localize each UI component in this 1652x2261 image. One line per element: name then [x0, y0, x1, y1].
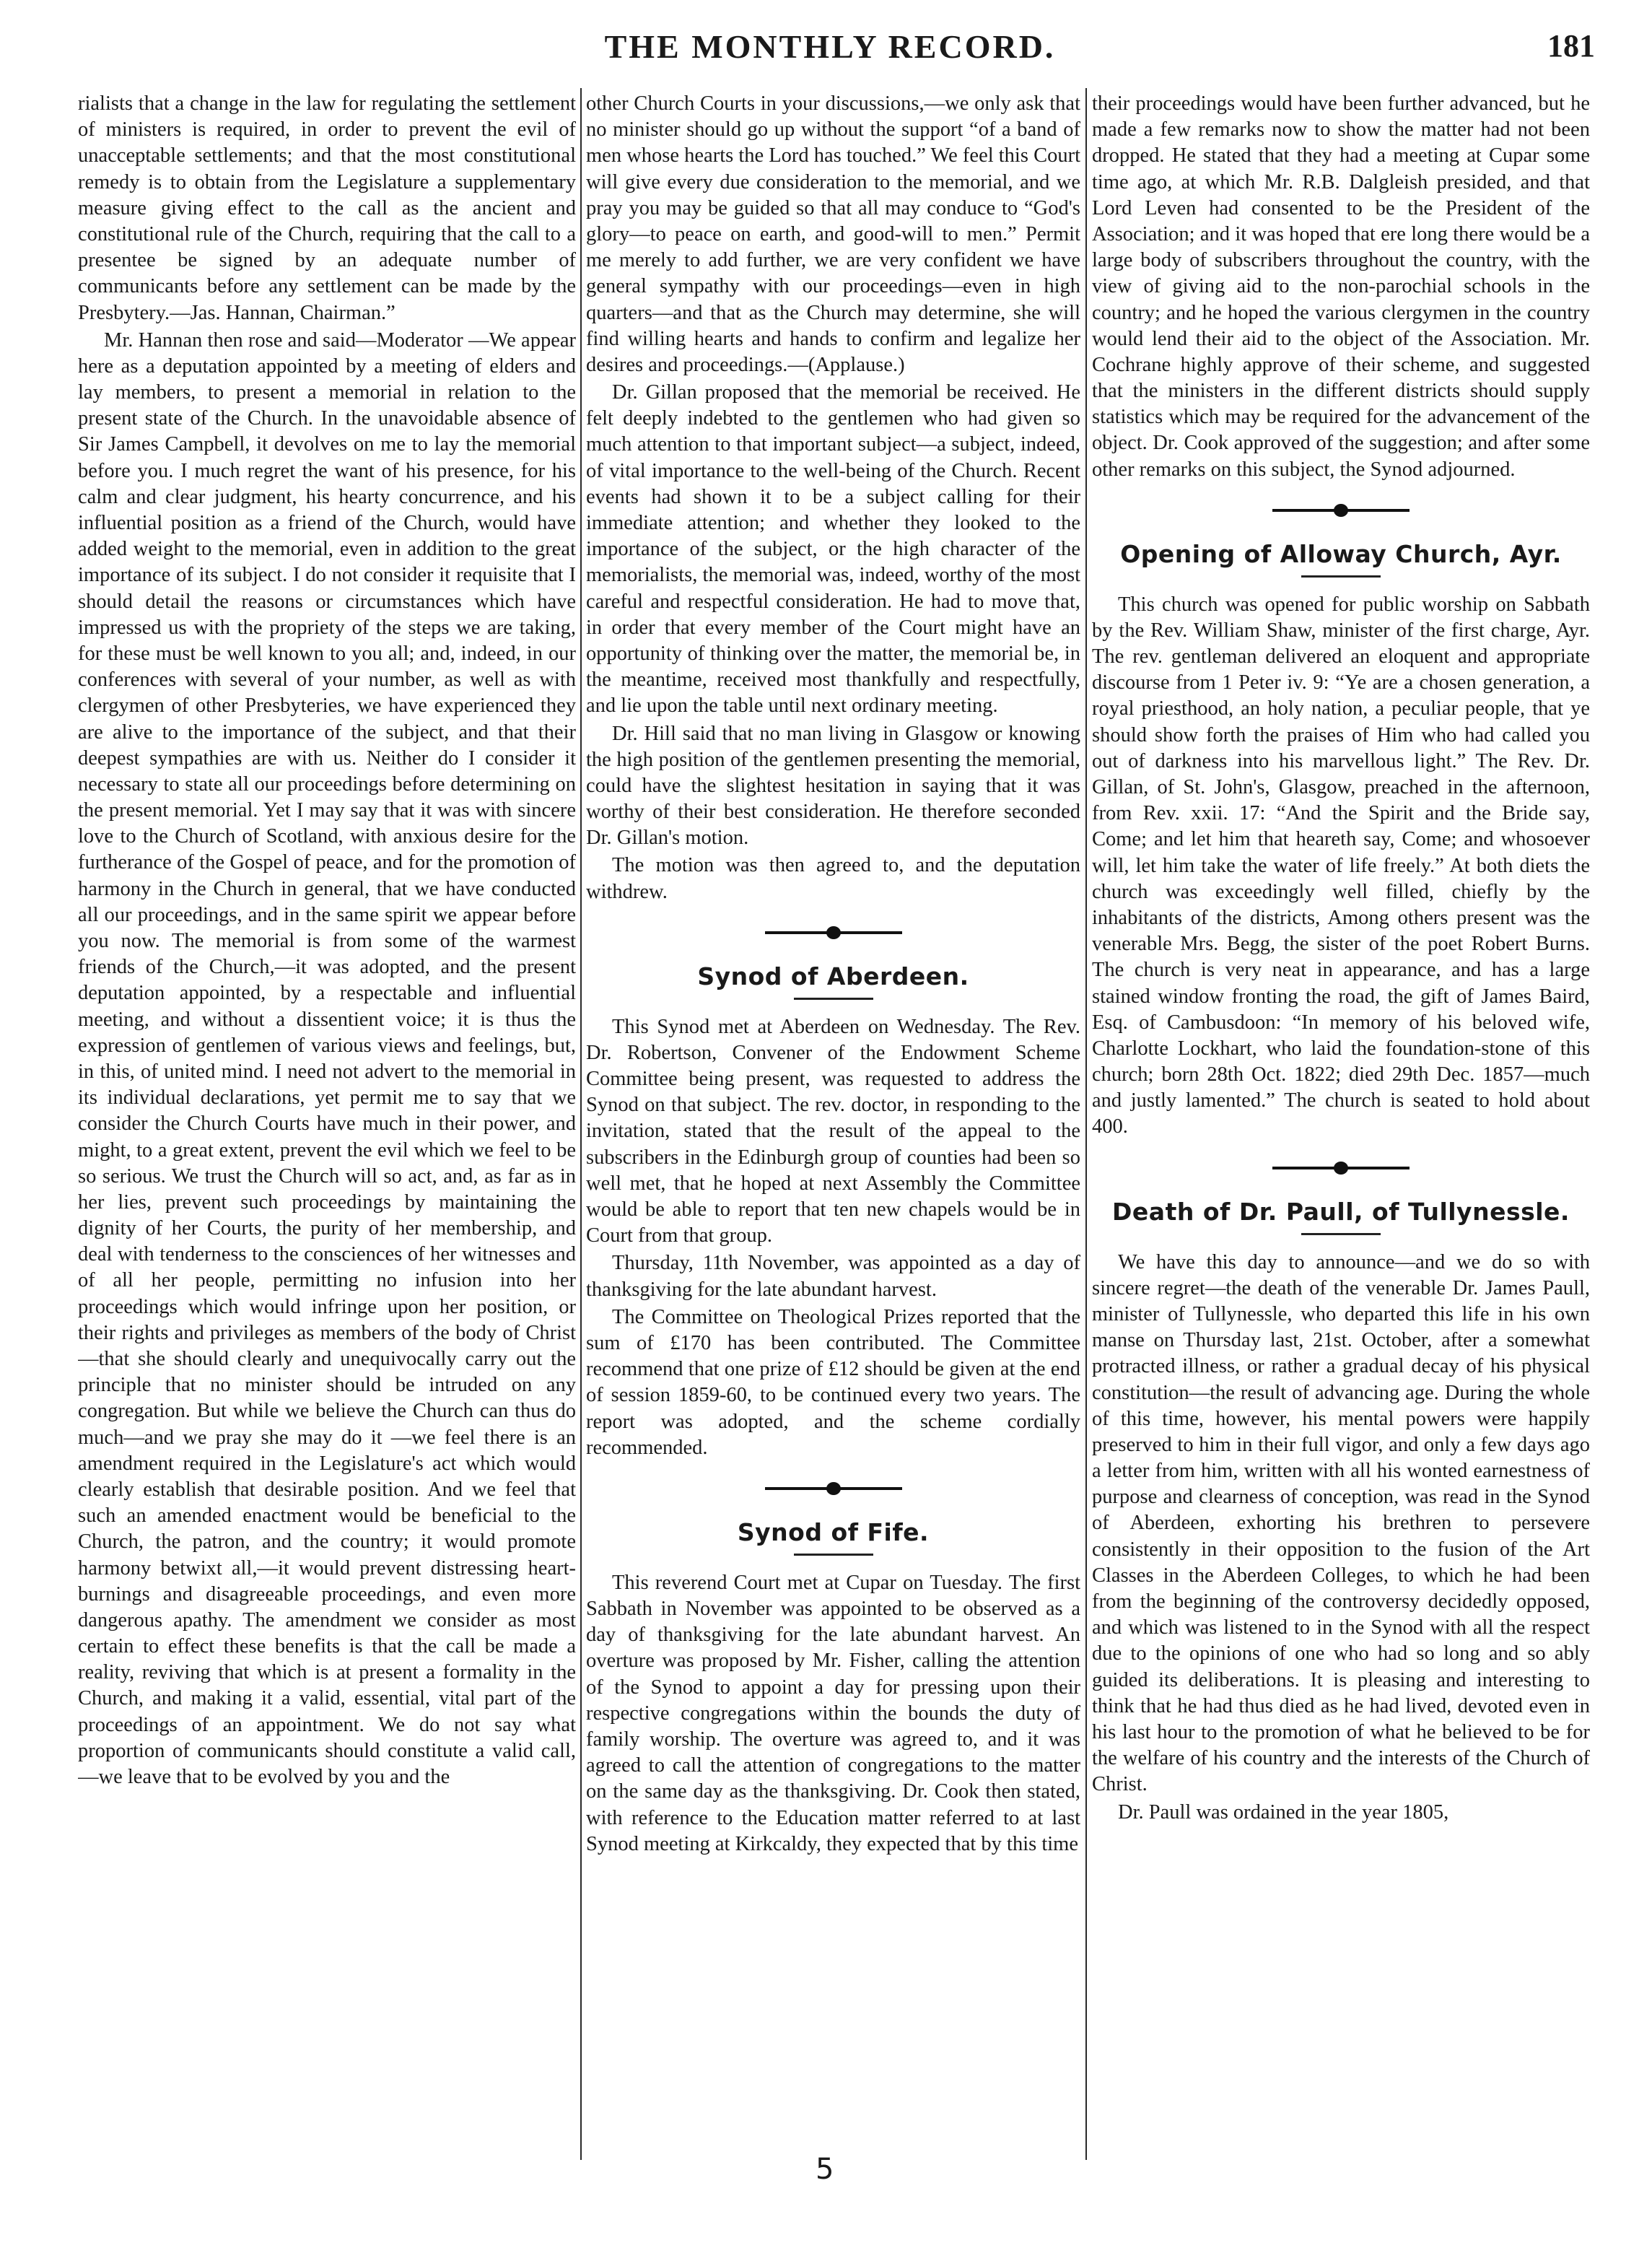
- ornament-divider: [1092, 1152, 1590, 1184]
- paragraph: Dr. Hill said that no man living in Glasgow or knowing the high position of the gentlemen presenting the memorial, could have the slightest hesitation in saying that it was worthy of their best consideration. He therefore seconded Dr. Gillan's motion.: [586, 722, 1080, 850]
- paragraph: This church was opened for public worship on Sabbath by the Rev. William Shaw, minister of the first charge, Ayr. The rev. gentleman delivered an eloquent and appropriate discourse from 1 Peter iv. 9: “Ye are a chosen generation, a royal priesthood, an holy nation, a peculiar people, that ye should show forth the praises of Him who had called you out of darkness into his marvellous light.” The Rev. Dr. Gillan, of St. John's, Glasgow, preached in the afternoon, from Rev. xxii. 17: “And the Spirit and the Bride say, Come; and let him that heareth say, Come; and whosoever will, let him take the water of life freely.” At both diets the church was exceedingly well filled, chiefly by the inhabitants of the districts, Among others present was the venerable Mrs. Begg, the sister of the poet Robert Burns. The church is very neat in appearance, and has a large stained window fronting the road, the gift of James Baird, Esq. of Cambusdoon: “In memory of his beloved wife, Charlotte Lockhart, who laid the foundation-stone of this church; born 28th Oct. 1822; died 29th Dec. 1857—much and justly lamented.” The church is seated to hold about 400.: [1092, 593, 1590, 1138]
- paragraph: We have this day to announce—and we do so with sincere regret—the death of the venerable Dr. James Paull, minister of Tullynessle, who departed this life in his own manse on Thursday last, 21st. October, after a somewhat protracted illness, or rather a gradual decay of his physical constitution—the result of advancing age. During the whole of this time, however, his mental powers were happily preserved to him in their full vigor, and only a few days ago a letter from him, written with all his wonted earnestness of purpose and clearness of conception, was read in the Synod of Aberdeen, exhorting his brethren to persevere consistently in their opposition to the fusion of the Art Classes in the Aberdeen Colleges, to which he had been from the beginning of the controversy decidedly opposed, and which was listened to in the Synod with all the respect due to the opinions of one who had so long and so ably guided its deliberations. It is pleasing and interesting to think that he had thus died as he had lived, devoted even in his last hour to the promotion of what he believed to be for the welfare of his country and the interests of the Church of Christ.: [1092, 1250, 1590, 1796]
- ornament-divider: [586, 1473, 1080, 1504]
- paragraph: The Committee on Theological Prizes reported that the sum of £170 has been contributed. The Committee recommend that one prize of £12 should be given at the end of session 1859-60, to be continued every two years. The report was adopted, and the scheme cordially recommended.: [586, 1305, 1080, 1459]
- ornament-divider: [1092, 495, 1590, 526]
- paragraph: Thursday, 11th November, was appointed as a day of thanksgiving for the late abundant harvest.: [586, 1252, 1080, 1301]
- section-heading: Synod of Aberdeen.: [697, 962, 969, 990]
- signature-mark: 5: [816, 2153, 834, 2186]
- paragraph: rialists that a change in the law for regulating the settlement of ministers is required, in order to prevent the evil of unacceptable settlements; and that the most constitutional remedy is to obtain from the Legislature a supplementary measure giving effect to the call as the ancient and constitutional rule of the Church, requiring that the call to a presentee be signed by an adequate number of communicants before any settlement can be made by the Presbytery.—Jas. Hannan, Chairman.”: [78, 92, 576, 324]
- heading-underline: [794, 998, 873, 1000]
- section-heading: Opening of Alloway Church, Ayr.: [1120, 539, 1562, 568]
- paragraph: Dr. Gillan proposed that the memorial be received. He felt deeply indebted to the gentlemen who had given so much attention to that important subject—a subject, indeed, of vital importance to the well-being of the Church. Recent events had shown it to be a subject calling for their immediate attention; and whether they looked to the importance of the subject, or the high character of the memorialists, the memorial was, indeed, worthy of the most careful and respectful consideration. He had to move that, in order that every member of the Court might have an opportunity of thinking over the matter, the memorial be, in the meantime, received most thankfully and respectfully, and lie upon the table until next ordinary meeting.: [586, 381, 1080, 718]
- section-heading: Death of Dr. Paull, of Tullynessle.: [1112, 1197, 1570, 1226]
- column-middle: [586, 91, 1080, 2156]
- paragraph: Dr. Paull was ordained in the year 1805,: [1118, 1800, 1449, 1824]
- paragraph: This reverend Court met at Cupar on Tuesday. The first Sabbath in November was appointed to be observed as a day of thanksgiving for the late abundant harvest. An overture was proposed by Mr. Fisher, calling the attention of the Synod to appoint a day for pressing upon their respective congregations within the bounds the duty of family worship. The overture was agreed to, and it was agreed to call the attention of congregations to the matter on the same day as the thanksgiving. Dr. Cook then stated, with reference to the Education matter referred to at last Synod meeting at Kirkcaldy, they expected that by this time: [586, 1571, 1080, 1855]
- paragraph: The motion was then agreed to, and the deputation withdrew.: [586, 854, 1080, 903]
- paragraph: This Synod met at Aberdeen on Wednesday. The Rev. Dr. Robertson, Convener of the Endowment Scheme Committee being present, was requested to address the Synod on that subject. The rev. doctor, in responding to the invitation, stated that the result of the appeal to the subscribers in the Edinburgh group of counties had been so well met, that he hoped at next Assembly the Committee would be able to report that ten new chapels would be in Court from that group.: [586, 1015, 1080, 1247]
- column-right: [1092, 91, 1590, 2156]
- section-heading: Synod of Fife.: [737, 1517, 930, 1546]
- paragraph: Mr. Hannan then rose and said—Moderator —We appear here as a deputation appointed by a meeting of elders and lay members, to present a memorial in relation to the present state of the Church. In the unavoidable absence of Sir James Campbell, it devolves on me to lay the memorial before you. I much regret the want of his presence, for his calm and clear judgment, his hearty concurrence, and his influential position as a friend of the Church, would have added weight to the memorial, even in addition to the great importance of its subject. I do not consider it requisite that I should detail the reasons or circumstances which have impressed us with the propriety of the steps we are taking, for these must be well known to you all; and, indeed, in our conferences with several of your number, as well as with clergymen of other Presbyteries, we have experienced they are alive to the importance of the subject, and that their deepest sympathies are with us. Neither do I consider it necessary to state all our proceedings before determining on the present memorial. Yet I may say that it was with sincere love to the Church of Scotland, with anxious desire for the furtherance of the Gospel of peace, and for the promotion of harmony in the Church in general, that we have conducted all our proceedings, and in the same spirit we appear before you now. The memorial is from some of the warmest friends of the Church,—it was adopted, and the present deputation appointed, by a respectable and influential meeting, and without a dissentient voice; it is thus the expression of gentlemen of various views and feelings, but, in this, of united mind. I need not advert to the memorial in its individual declarations, yet permit me to say that we consider the Church Courts have much in their power, and might, to a great extent, prevent the evil which we feel to be so serious. We trust the Church will so act, and, as far as in her lies, prevent such proceedings by maintaining the dignity of her Courts, the purity of her membership, and deal with tenderness to the consciences of her witnesses and of all her people, permitting no infusion into her proceedings which would infringe upon her position, or their rights and privileges as members of the body of Christ—that she should clearly and unequivocally carry out the principle that no minister should be intruded on any congregation. But while we believe the Church can thus do much—and we pray she may do it —we feel there is an amendment required in the Legislature's act which would clearly establish that desirable position. And we feel that such an amended enactment would be beneficial to the Church, the patron, and the country; it would promote harmony betwixt all,—it would prevent distressing heart-burnings and disagreeable proceedings, and even more dangerous apathy. The amendment we consider as most certain to effect these benefits is that the call be made a reality, reviving that which is at present a formality in the Church, and making it a valid, essential, vital part of the proceedings of an appointment. We do not say what proportion of communicants should constitute a valid call, —we leave that to be evolved by you and the: [78, 328, 576, 1788]
- page-header: [65, 22, 1595, 72]
- column-divider: [580, 88, 582, 2160]
- column-left: [78, 91, 576, 2156]
- running-title: THE MONTHLY RECORD.: [604, 28, 1056, 65]
- paragraph: other Church Courts in your discussions,—we only ask that no minister should go up without the support “of a band of men whose hearts the Lord has touched.” We feel this Court will give every due consideration to the memorial, and we pray you may be guided so that all may conduce to “God's glory—to peace on earth, and good-will to men.” Permit me merely to add further, we are very confident we have general sympathy with our proceedings—even in high quarters—and that as the Church may determine, she will find willing hearts and hands to confirm and legalize her desires and proceedings.—(Applause.): [586, 92, 1080, 376]
- page-number: 181: [1547, 28, 1595, 64]
- heading-underline: [1301, 575, 1381, 578]
- column-divider: [1085, 88, 1087, 2160]
- paragraph: their proceedings would have been further advanced, but he made a few remarks now to show the matter had not been dropped. He stated that they had a meeting at Cupar some time ago, at which Mr. R.B. Dalgleish presided, and that Lord Leven had consented to be the President of the Association; and it was hoped that ere long there would be a large body of subscribers throughout the country, with the view of giving aid to the non-parochial schools in the country; and he hoped the various clergymen in the country would lend their aid to the object of the Association. Mr. Cochrane highly approve of their scheme, and suggested that the ministers in the different districts should supply statistics which may be required for the advancement of the object. Dr. Cook approved of the suggestion; and after some other remarks on this subject, the Synod adjourned.: [1092, 92, 1590, 481]
- heading-underline: [794, 1554, 873, 1556]
- heading-underline: [1301, 1233, 1381, 1235]
- ornament-divider: [586, 917, 1080, 949]
